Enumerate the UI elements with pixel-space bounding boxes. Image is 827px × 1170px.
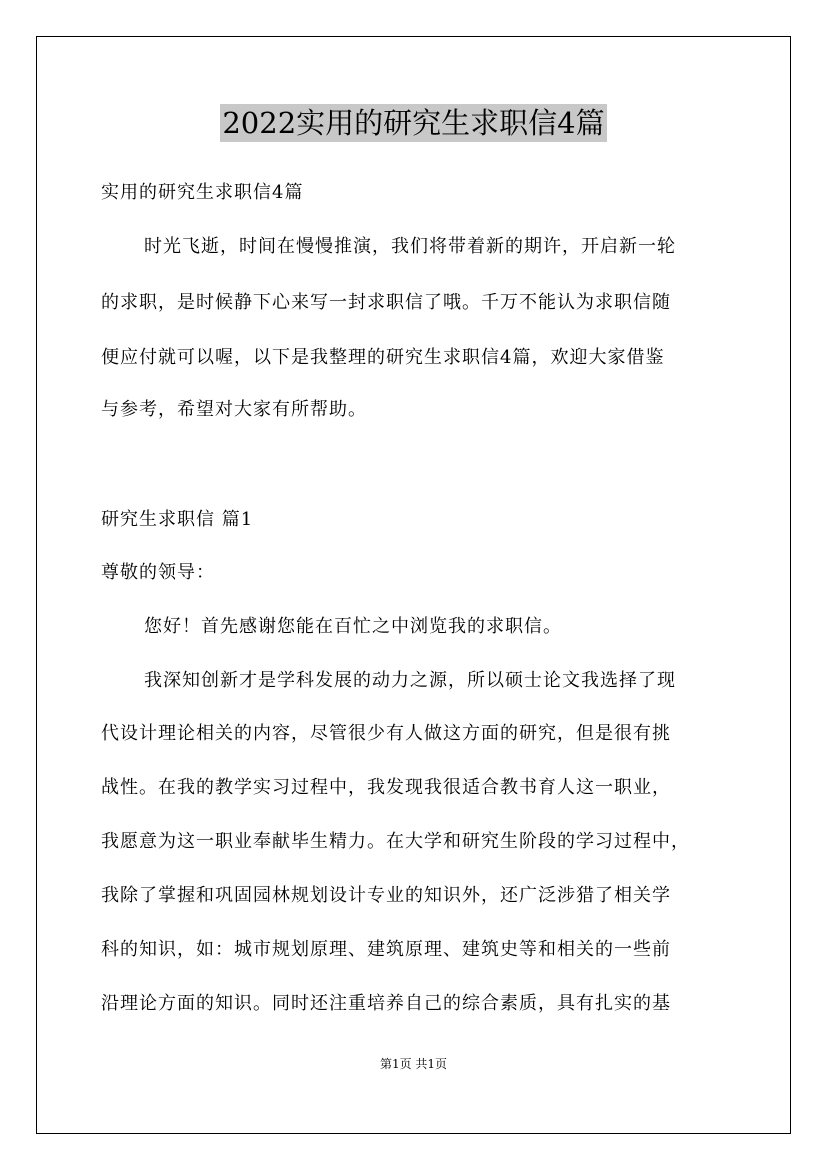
- intro-line-2: 的求职，是时候静下心来写一封求职信了哦。千万不能认为求职信随: [101, 292, 671, 313]
- document-title: 2022实用的研究生求职信4篇: [222, 106, 605, 140]
- section-heading: 研究生求职信 篇1: [101, 509, 254, 530]
- title-container: [0, 104, 827, 142]
- page-footer: 第1页 共1页: [379, 1057, 448, 1071]
- body-line-5: 我除了掌握和巩固园林规划设计专业的知识外，还广泛涉猎了相关学: [101, 885, 671, 906]
- greeting: 您好！首先感谢您能在百忙之中浏览我的求职信。: [144, 616, 562, 637]
- subtitle: 实用的研究生求职信4篇: [101, 182, 304, 203]
- body-line-4: 我愿意为这一职业奉献毕生精力。在大学和研究生阶段的学习过程中，: [101, 831, 690, 852]
- body-line-3: 战性。在我的教学实习过程中，我发现我很适合教书育人这一职业，: [101, 777, 671, 798]
- body-line-6: 科的知识，如：城市规划原理、建筑原理、建筑史等和相关的一些前: [101, 939, 671, 960]
- intro-line-3: 便应付就可以喔，以下是我整理的研究生求职信4篇，欢迎大家借鉴: [101, 347, 665, 368]
- body-line-2: 代设计理论相关的内容，尽管很少有人做这方面的研究，但是很有挑: [101, 723, 671, 744]
- salutation: 尊敬的领导：: [101, 562, 215, 583]
- body-line-7: 沿理论方面的知识。同时还注重培养自己的综合素质，具有扎实的基: [101, 993, 671, 1014]
- body-line-1: 我深知创新才是学科发展的动力之源，所以硕士论文我选择了现: [144, 670, 676, 691]
- intro-line-4: 与参考，希望对大家有所帮助。: [101, 399, 367, 420]
- intro-line-1: 时光飞逝，时间在慢慢推演，我们将带着新的期许，开启新一轮: [144, 236, 676, 257]
